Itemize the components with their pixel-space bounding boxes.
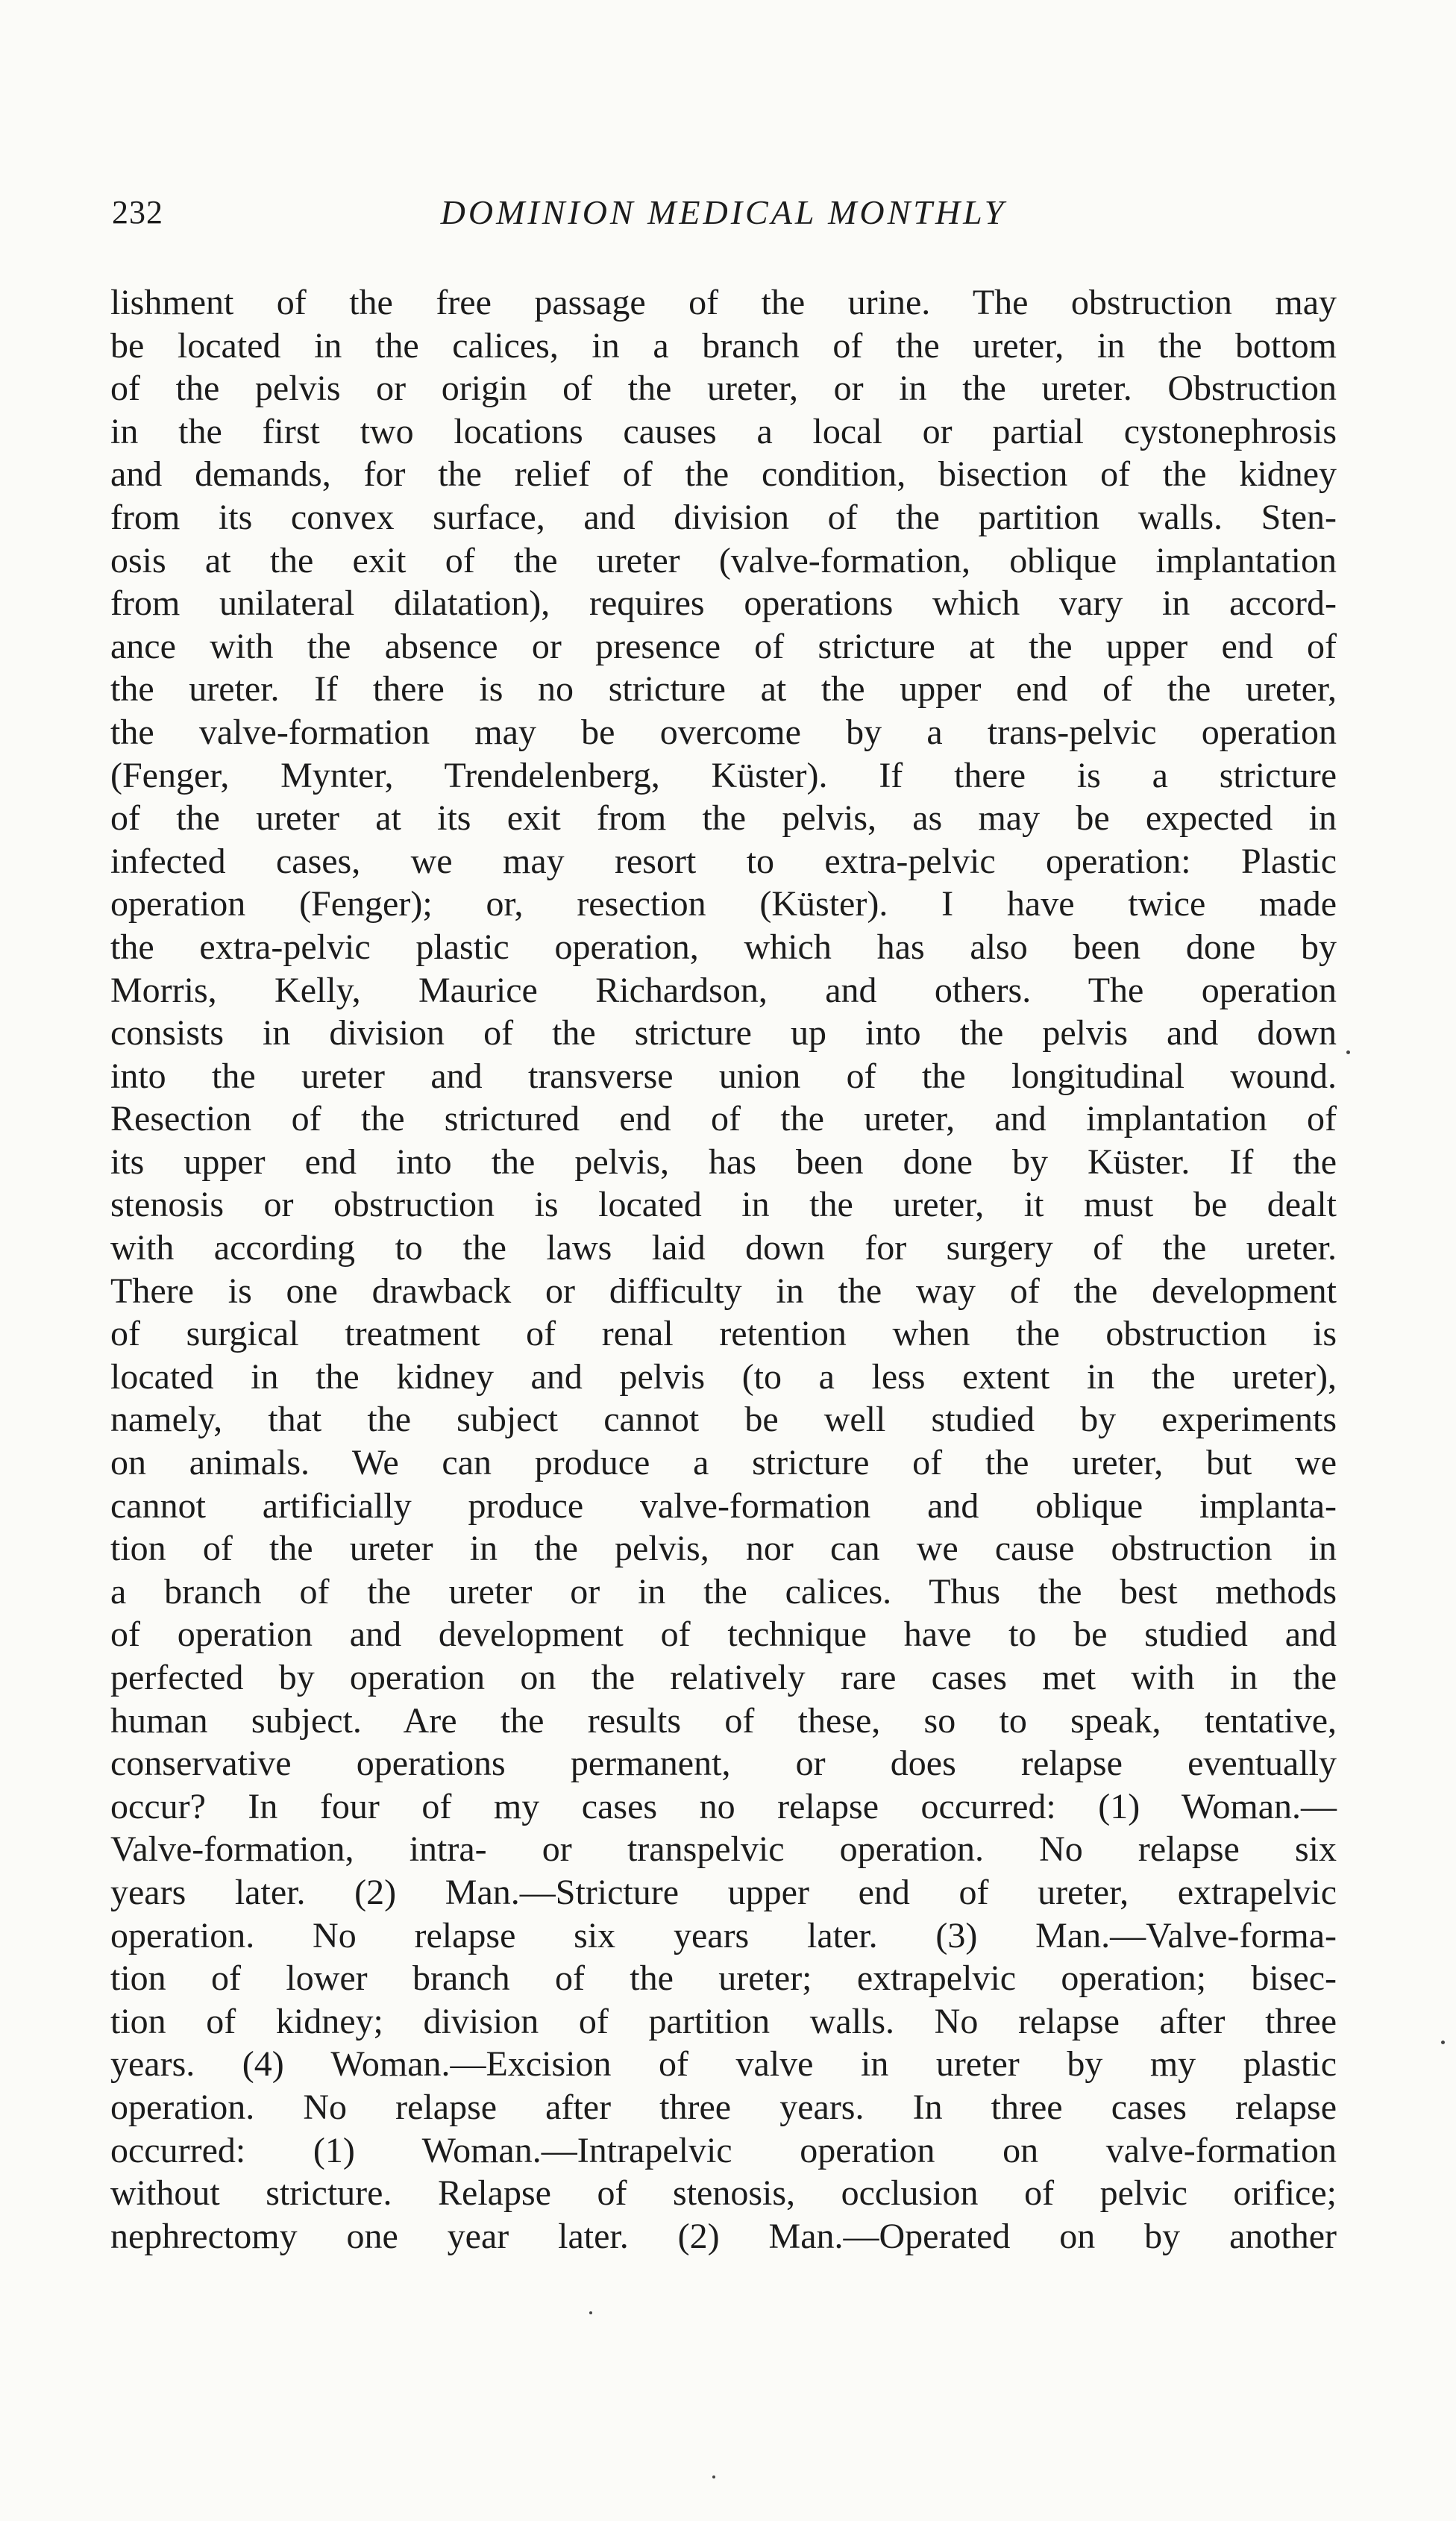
text-line: tion of lower branch of the ureter; extrapelvic operation; bisec- [110, 1958, 1337, 1999]
text-line: tion of kidney; division of partition walls. No relapse after three [110, 2001, 1337, 2041]
running-title: DOMINION MEDICAL MONTHLY [440, 193, 1007, 231]
text-line: in the first two locations causes a local or partial cystonephrosis [110, 411, 1337, 451]
text-line: ance with the absence or presence of stricture at the upper end of [110, 626, 1337, 666]
text-line: of the pelvis or origin of the ureter, or in the ureter. Obstruction [110, 369, 1337, 409]
text-line: a branch of the ureter or in the calices. Thus the best methods [110, 1571, 1337, 1612]
text-line: namely, that the subject cannot be well studied by experiments [110, 1400, 1337, 1440]
text-line: from its convex surface, and division of the partition walls. Sten- [110, 497, 1337, 537]
text-line: perfected by operation on the relatively rare cases met with in the [110, 1658, 1337, 1697]
text-line: be located in the calices, in a branch of the ureter, in the bottom [110, 325, 1337, 366]
text-line: cannot artificially produce valve-formation and oblique implanta- [110, 1485, 1337, 1526]
text-line: human subject. Are the results of these, so to speak, tentative, [110, 1700, 1337, 1741]
text-line: occur? In four of my cases no relapse occurred: (1) Woman.— [110, 1786, 1337, 1826]
text-line: operation. No relapse after three years. In three cases relapse [110, 2087, 1337, 2127]
text-line: infected cases, we may resort to extra-pelvic operation: Plastic [110, 841, 1337, 881]
text-line: tion of the ureter in the pelvis, nor can we cause obstruction in [110, 1529, 1337, 1569]
text-line: of the ureter at its exit from the pelvis, as may be expected in [110, 798, 1337, 839]
text-line: osis at the exit of the ureter (valve-formation, oblique implantation [110, 540, 1337, 580]
text-line: stenosis or obstruction is located in the ureter, it must be dealt [110, 1185, 1337, 1225]
text-line: lishment of the free passage of the urine. The obstruction may [110, 283, 1337, 322]
text-line: its upper end into the pelvis, has been done by Küster. If the [110, 1142, 1337, 1182]
page-header [112, 190, 1335, 242]
text-line: on animals. We can produce a stricture of the ureter, but we [110, 1443, 1337, 1483]
text-line: conservative operations permanent, or does relapse eventually [110, 1744, 1337, 1784]
text-line: from unilateral dilatation), requires operations which vary in accord- [110, 583, 1337, 624]
text-line: operation (Fenger); or, resection (Küster). I have twice made [110, 884, 1337, 924]
text-line: consists in division of the stricture up into the pelvis and down [110, 1013, 1337, 1053]
text-line: years later. (2) Man.—Stricture upper end of ureter, extrapelvic [110, 1872, 1337, 1912]
text-line: of surgical treatment of renal retention when the obstruction is [110, 1314, 1337, 1354]
page-number: 232 [112, 194, 163, 231]
body-text [110, 281, 1337, 2258]
scan-speck [1346, 1050, 1350, 1054]
text-line: Morris, Kelly, Maurice Richardson, and others. The operation [110, 970, 1337, 1010]
text-line: the ureter. If there is no stricture at the upper end of the ureter, [110, 669, 1337, 710]
text-line: with according to the laws laid down for surgery of the ureter. [110, 1228, 1337, 1268]
text-line: Resection of the strictured end of the ureter, and implantation of [110, 1099, 1337, 1139]
text-line: of operation and development of technique have to be studied and [110, 1615, 1337, 1655]
text-line: nephrectomy one year later. (2) Man.—Operated on by another [110, 2216, 1337, 2256]
text-line: years. (4) Woman.—Excision of valve in ureter by my plastic [110, 2044, 1337, 2085]
text-line: without stricture. Relapse of stenosis, occlusion of pelvic orifice; [110, 2173, 1337, 2214]
text-line: located in the kidney and pelvis (to a less extent in the ureter), [110, 1356, 1337, 1397]
text-line: and demands, for the relief of the condition, bisection of the kidney [110, 454, 1337, 495]
text-line: occurred: (1) Woman.—Intrapelvic operation on valve-formation [110, 2130, 1337, 2170]
text-line: (Fenger, Mynter, Trendelenberg, Küster). If there is a stricture [110, 755, 1337, 795]
text-line: the valve-formation may be overcome by a trans-pelvic operation [110, 712, 1337, 752]
text-line: There is one drawback or difficulty in the way of the development [110, 1271, 1337, 1311]
text-line: the extra-pelvic plastic operation, which has also been done by [110, 927, 1337, 967]
scan-speck [712, 2475, 715, 2478]
scan-speck [1441, 2041, 1445, 2044]
scan-speck [589, 2311, 592, 2314]
text-line: operation. No relapse six years later. (3) Man.—Valve-forma- [110, 1915, 1337, 1955]
text-line: into the ureter and transverse union of the longitudinal wound. [110, 1056, 1337, 1096]
text-line: Valve-formation, intra- or transpelvic operation. No relapse six [110, 1829, 1337, 1870]
